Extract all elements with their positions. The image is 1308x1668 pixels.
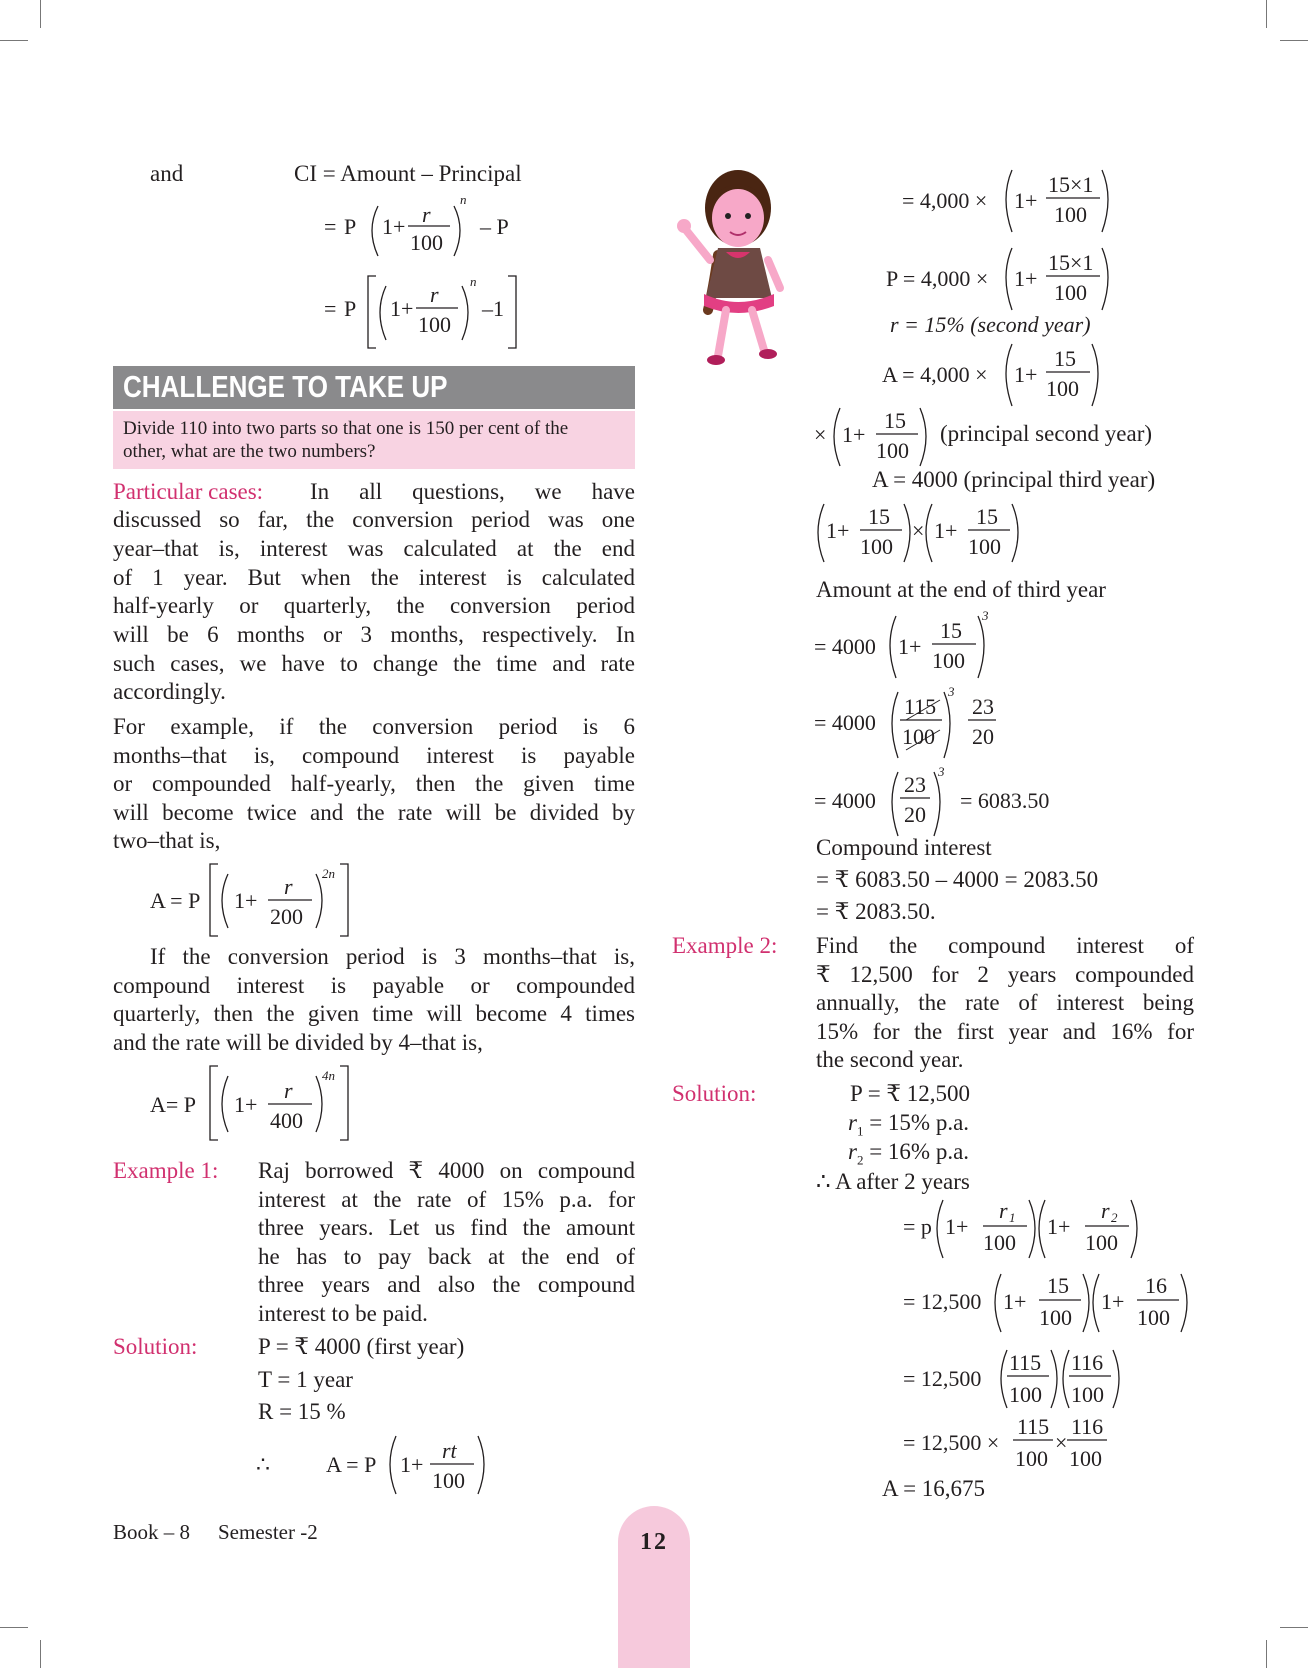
crop-mark — [40, 1640, 41, 1668]
solution-1-formula — [250, 1428, 510, 1500]
example-line: months–that is, compound interest is payable — [113, 743, 635, 768]
svg-text:100: 100 — [1054, 280, 1087, 305]
right-formula-amount — [812, 604, 1062, 844]
svg-text:100: 100 — [1071, 1382, 1104, 1407]
right-formula-product — [812, 496, 1032, 568]
svg-text:= 12,500: = 12,500 — [903, 1289, 982, 1314]
svg-text:n: n — [470, 274, 477, 289]
svg-text:= 4000: = 4000 — [814, 788, 876, 813]
svg-text:1+: 1+ — [382, 214, 406, 239]
svg-text:1+: 1+ — [234, 1092, 258, 1117]
svg-text:15: 15 — [1047, 1273, 1069, 1298]
svg-text:∴: ∴ — [256, 1452, 270, 1477]
example-1-line: Raj borrowed ₹ 4000 on compound — [258, 1158, 635, 1183]
svg-text:4n: 4n — [322, 1068, 335, 1083]
particular-line: discussed so far, the conversion period was one — [113, 507, 635, 532]
svg-text:1+: 1+ — [390, 296, 414, 321]
svg-text:=: = — [324, 214, 337, 239]
solution-2-rate-1: $r_1 = 15\%$ p.a. — [848, 1110, 970, 1139]
svg-text:– P: – P — [480, 214, 509, 239]
example-line: For example, if the conversion period is 6 — [113, 714, 635, 739]
svg-text:15: 15 — [884, 408, 906, 433]
crop-mark — [0, 40, 28, 41]
example-1-line: he has to pay back at the end of — [258, 1244, 635, 1269]
particular-line: accordingly. — [113, 679, 226, 704]
svg-text:= 4,000 ×: = 4,000 × — [902, 188, 988, 213]
svg-text:100: 100 — [410, 230, 443, 255]
svg-text:3: 3 — [938, 764, 945, 779]
svg-text:r: r — [999, 1198, 1008, 1223]
svg-text:= 6083.50: = 6083.50 — [960, 788, 1050, 813]
page-number: 12 — [640, 1529, 668, 1555]
svg-text:3: 3 — [982, 608, 989, 623]
svg-text:100: 100 — [1009, 1382, 1042, 1407]
svg-text:400: 400 — [270, 1108, 303, 1133]
example-line: two–that is, — [113, 828, 221, 853]
svg-text:3: 3 — [948, 684, 955, 699]
svg-text:100: 100 — [860, 534, 893, 559]
svg-text:116: 116 — [1071, 1414, 1104, 1439]
svg-text:100: 100 — [1039, 1305, 1072, 1330]
svg-text:A = P: A = P — [150, 888, 201, 913]
svg-text:= 12,500: = 12,500 — [903, 1366, 982, 1391]
footer-book: Book – 8 — [113, 1520, 191, 1544]
compound-interest-calc: = ₹ 6083.50 – 4000 = 2083.50 — [816, 867, 1099, 892]
solution-1-label: Solution: — [113, 1334, 198, 1359]
half-yearly-formula — [140, 858, 380, 940]
svg-text:r: r — [430, 282, 439, 307]
example-1-label: Example 1: — [113, 1158, 219, 1183]
svg-text:1+: 1+ — [1014, 362, 1038, 387]
solution-2-principal: P = ₹ 12,500 — [850, 1081, 971, 1106]
svg-text:r: r — [284, 1078, 293, 1103]
svg-text:= p: = p — [903, 1214, 932, 1239]
ci-and: and — [150, 161, 184, 186]
example-2-line: 15% for the first year and 16% for — [816, 1019, 1194, 1044]
crop-mark — [1266, 0, 1267, 28]
svg-text:1+: 1+ — [842, 422, 866, 447]
svg-text:100: 100 — [968, 534, 1001, 559]
svg-text:1+: 1+ — [945, 1214, 969, 1239]
principal-second-year: (principal second year) — [940, 421, 1153, 446]
quarter-line: and the rate will be divided by 4–that is, — [113, 1030, 483, 1055]
svg-text:1+: 1+ — [1047, 1214, 1071, 1239]
example-line: will become twice and the rate will be divided by — [113, 800, 635, 825]
svg-text:20: 20 — [904, 802, 926, 827]
svg-text:1: 1 — [1009, 1210, 1016, 1225]
example-1-line: three years and also the compound — [258, 1272, 635, 1297]
crop-mark — [1280, 40, 1308, 41]
example-2-line: the second year. — [816, 1047, 964, 1072]
page-number-tab — [618, 1506, 690, 1668]
svg-text:100: 100 — [1137, 1305, 1170, 1330]
svg-text:115: 115 — [1017, 1414, 1050, 1439]
svg-text:100: 100 — [418, 312, 451, 337]
svg-text:r: r — [284, 874, 293, 899]
example-2-label: Example 2: — [672, 933, 778, 958]
particular-line: year–that is, interest was calculated at the end — [113, 536, 635, 561]
svg-text:r: r — [422, 202, 431, 227]
svg-text:=: = — [324, 296, 337, 321]
svg-text:1+: 1+ — [1014, 188, 1038, 213]
challenge-text-1: Divide 110 into two parts so that one is 150 per cent of the — [123, 418, 569, 439]
particular-line: will be 6 months or 3 months, respectively. In — [113, 622, 635, 647]
example-1-line: interest to be paid. — [258, 1301, 428, 1326]
svg-text:rt: rt — [442, 1438, 457, 1463]
svg-text:16: 16 — [1145, 1273, 1167, 1298]
particular-first-text: In all questions, we have — [310, 479, 635, 504]
amount-third-year: Amount at the end of third year — [816, 577, 1106, 602]
svg-text:100: 100 — [1046, 376, 1079, 401]
svg-text:×: × — [912, 518, 925, 543]
svg-text:1+: 1+ — [826, 518, 850, 543]
example-1-line: three years. Let us find the amount — [258, 1215, 635, 1240]
challenge-box — [113, 411, 635, 469]
svg-text:A = P: A = P — [326, 1452, 377, 1477]
svg-text:100: 100 — [983, 1230, 1016, 1255]
svg-text:15×1: 15×1 — [1048, 250, 1094, 275]
compound-interest-label: Compound interest — [816, 835, 992, 860]
svg-text:115: 115 — [904, 694, 937, 719]
quarter-line: compound interest is payable or compounded — [113, 973, 635, 998]
svg-text:20: 20 — [972, 724, 994, 749]
quarter-line: quarterly, then the given time will become 4 times — [113, 1001, 635, 1026]
example-2-line: ₹ 12,500 for 2 years compounded — [816, 962, 1194, 987]
crop-mark — [40, 0, 41, 28]
svg-text:= 4000: = 4000 — [814, 710, 876, 735]
svg-text:23: 23 — [972, 694, 994, 719]
quarter-line: If the conversion period is 3 months–that is, — [150, 944, 635, 969]
svg-text:2n: 2n — [322, 866, 335, 881]
solution-2-rate-2: $r_2 = 16\%$ p.a. — [848, 1139, 970, 1168]
svg-text:×: × — [1055, 1430, 1068, 1455]
ci-definition: CI = Amount – Principal — [294, 161, 522, 186]
final-amount: A = 16,675 — [882, 1476, 986, 1501]
svg-text:100: 100 — [876, 438, 909, 463]
particular-first-line — [113, 478, 635, 506]
crop-mark — [1266, 1640, 1267, 1668]
quarterly-formula — [140, 1060, 380, 1142]
svg-text:100: 100 — [1069, 1446, 1102, 1471]
solution-1-rate: R = 15 % — [258, 1399, 346, 1424]
particular-label: Particular cases: — [113, 479, 264, 504]
svg-text:r: r — [1101, 1198, 1110, 1223]
challenge-title: CHALLENGE TO TAKE UP — [123, 369, 448, 404]
svg-text:P: P — [344, 214, 357, 239]
svg-text:= 12,500 ×: = 12,500 × — [903, 1430, 1000, 1455]
svg-text:100: 100 — [902, 724, 935, 749]
challenge-header — [113, 366, 635, 409]
svg-text:r = 15% (second year): r = 15% (second year) — [890, 312, 1091, 337]
particular-line: such cases, we have to change the time and rate — [113, 651, 635, 676]
svg-text:100: 100 — [1015, 1446, 1048, 1471]
svg-text:P: P — [344, 296, 357, 321]
svg-text:15: 15 — [976, 504, 998, 529]
svg-text:23: 23 — [904, 772, 926, 797]
svg-text:100: 100 — [932, 648, 965, 673]
svg-text:100: 100 — [432, 1468, 465, 1493]
ci-formula — [300, 190, 560, 360]
solution-2-label: Solution: — [672, 1081, 757, 1106]
svg-text:–1: –1 — [482, 296, 504, 321]
particular-line: of 1 year. But when the interest is calculated — [113, 565, 635, 590]
svg-text:P = 4,000 ×: P = 4,000 × — [886, 266, 989, 291]
solution-2-after: ∴ A after 2 years — [816, 1169, 970, 1194]
svg-text:A = 4,000 ×: A = 4,000 × — [882, 362, 988, 387]
right-formula-top — [780, 158, 1110, 418]
solution-1-time: T = 1 year — [258, 1367, 353, 1392]
example-1-line: interest at the rate of 15% p.a. for — [258, 1187, 635, 1212]
svg-text:15×1: 15×1 — [1048, 172, 1094, 197]
svg-text:115: 115 — [1009, 1350, 1042, 1375]
svg-text:1+: 1+ — [1101, 1289, 1125, 1314]
example-2-line: Find the compound interest of — [816, 933, 1194, 958]
svg-text:1+: 1+ — [400, 1452, 424, 1477]
svg-text:15: 15 — [940, 618, 962, 643]
svg-text:= 4000: = 4000 — [814, 634, 876, 659]
solution-1-principal: P = ₹ 4000 (first year) — [258, 1334, 465, 1359]
svg-text:1+: 1+ — [898, 634, 922, 659]
svg-text:1+: 1+ — [934, 518, 958, 543]
svg-text:1+: 1+ — [234, 888, 258, 913]
challenge-text-2: other, what are the two numbers? — [123, 441, 376, 462]
svg-text:1+: 1+ — [1014, 266, 1038, 291]
svg-text:15: 15 — [1054, 346, 1076, 371]
right-formula-second-principal — [810, 400, 950, 472]
svg-text:116: 116 — [1071, 1350, 1104, 1375]
footer-semester: Semester -2 — [218, 1520, 318, 1544]
svg-text:100: 100 — [1054, 202, 1087, 227]
svg-text:200: 200 — [270, 904, 303, 929]
crop-mark — [0, 1627, 28, 1628]
example-2-line: annually, the rate of interest being — [816, 990, 1194, 1015]
principal-third-year: A = 4000 (principal third year) — [872, 467, 1156, 492]
svg-text:×: × — [814, 422, 827, 447]
particular-line: half-yearly or quarterly, the conversion period — [113, 593, 635, 618]
svg-text:1+: 1+ — [1003, 1289, 1027, 1314]
compound-interest-final: = ₹ 2083.50. — [816, 899, 936, 924]
svg-text:A= P: A= P — [150, 1092, 197, 1117]
svg-text:2: 2 — [1111, 1210, 1118, 1225]
svg-text:100: 100 — [1085, 1230, 1118, 1255]
crop-mark — [1280, 1627, 1308, 1628]
example-line: or compounded half-yearly, then the given time — [113, 771, 635, 796]
right-formula-example-2 — [895, 1192, 1200, 1482]
svg-text:15: 15 — [868, 504, 890, 529]
svg-text:n: n — [460, 192, 467, 207]
